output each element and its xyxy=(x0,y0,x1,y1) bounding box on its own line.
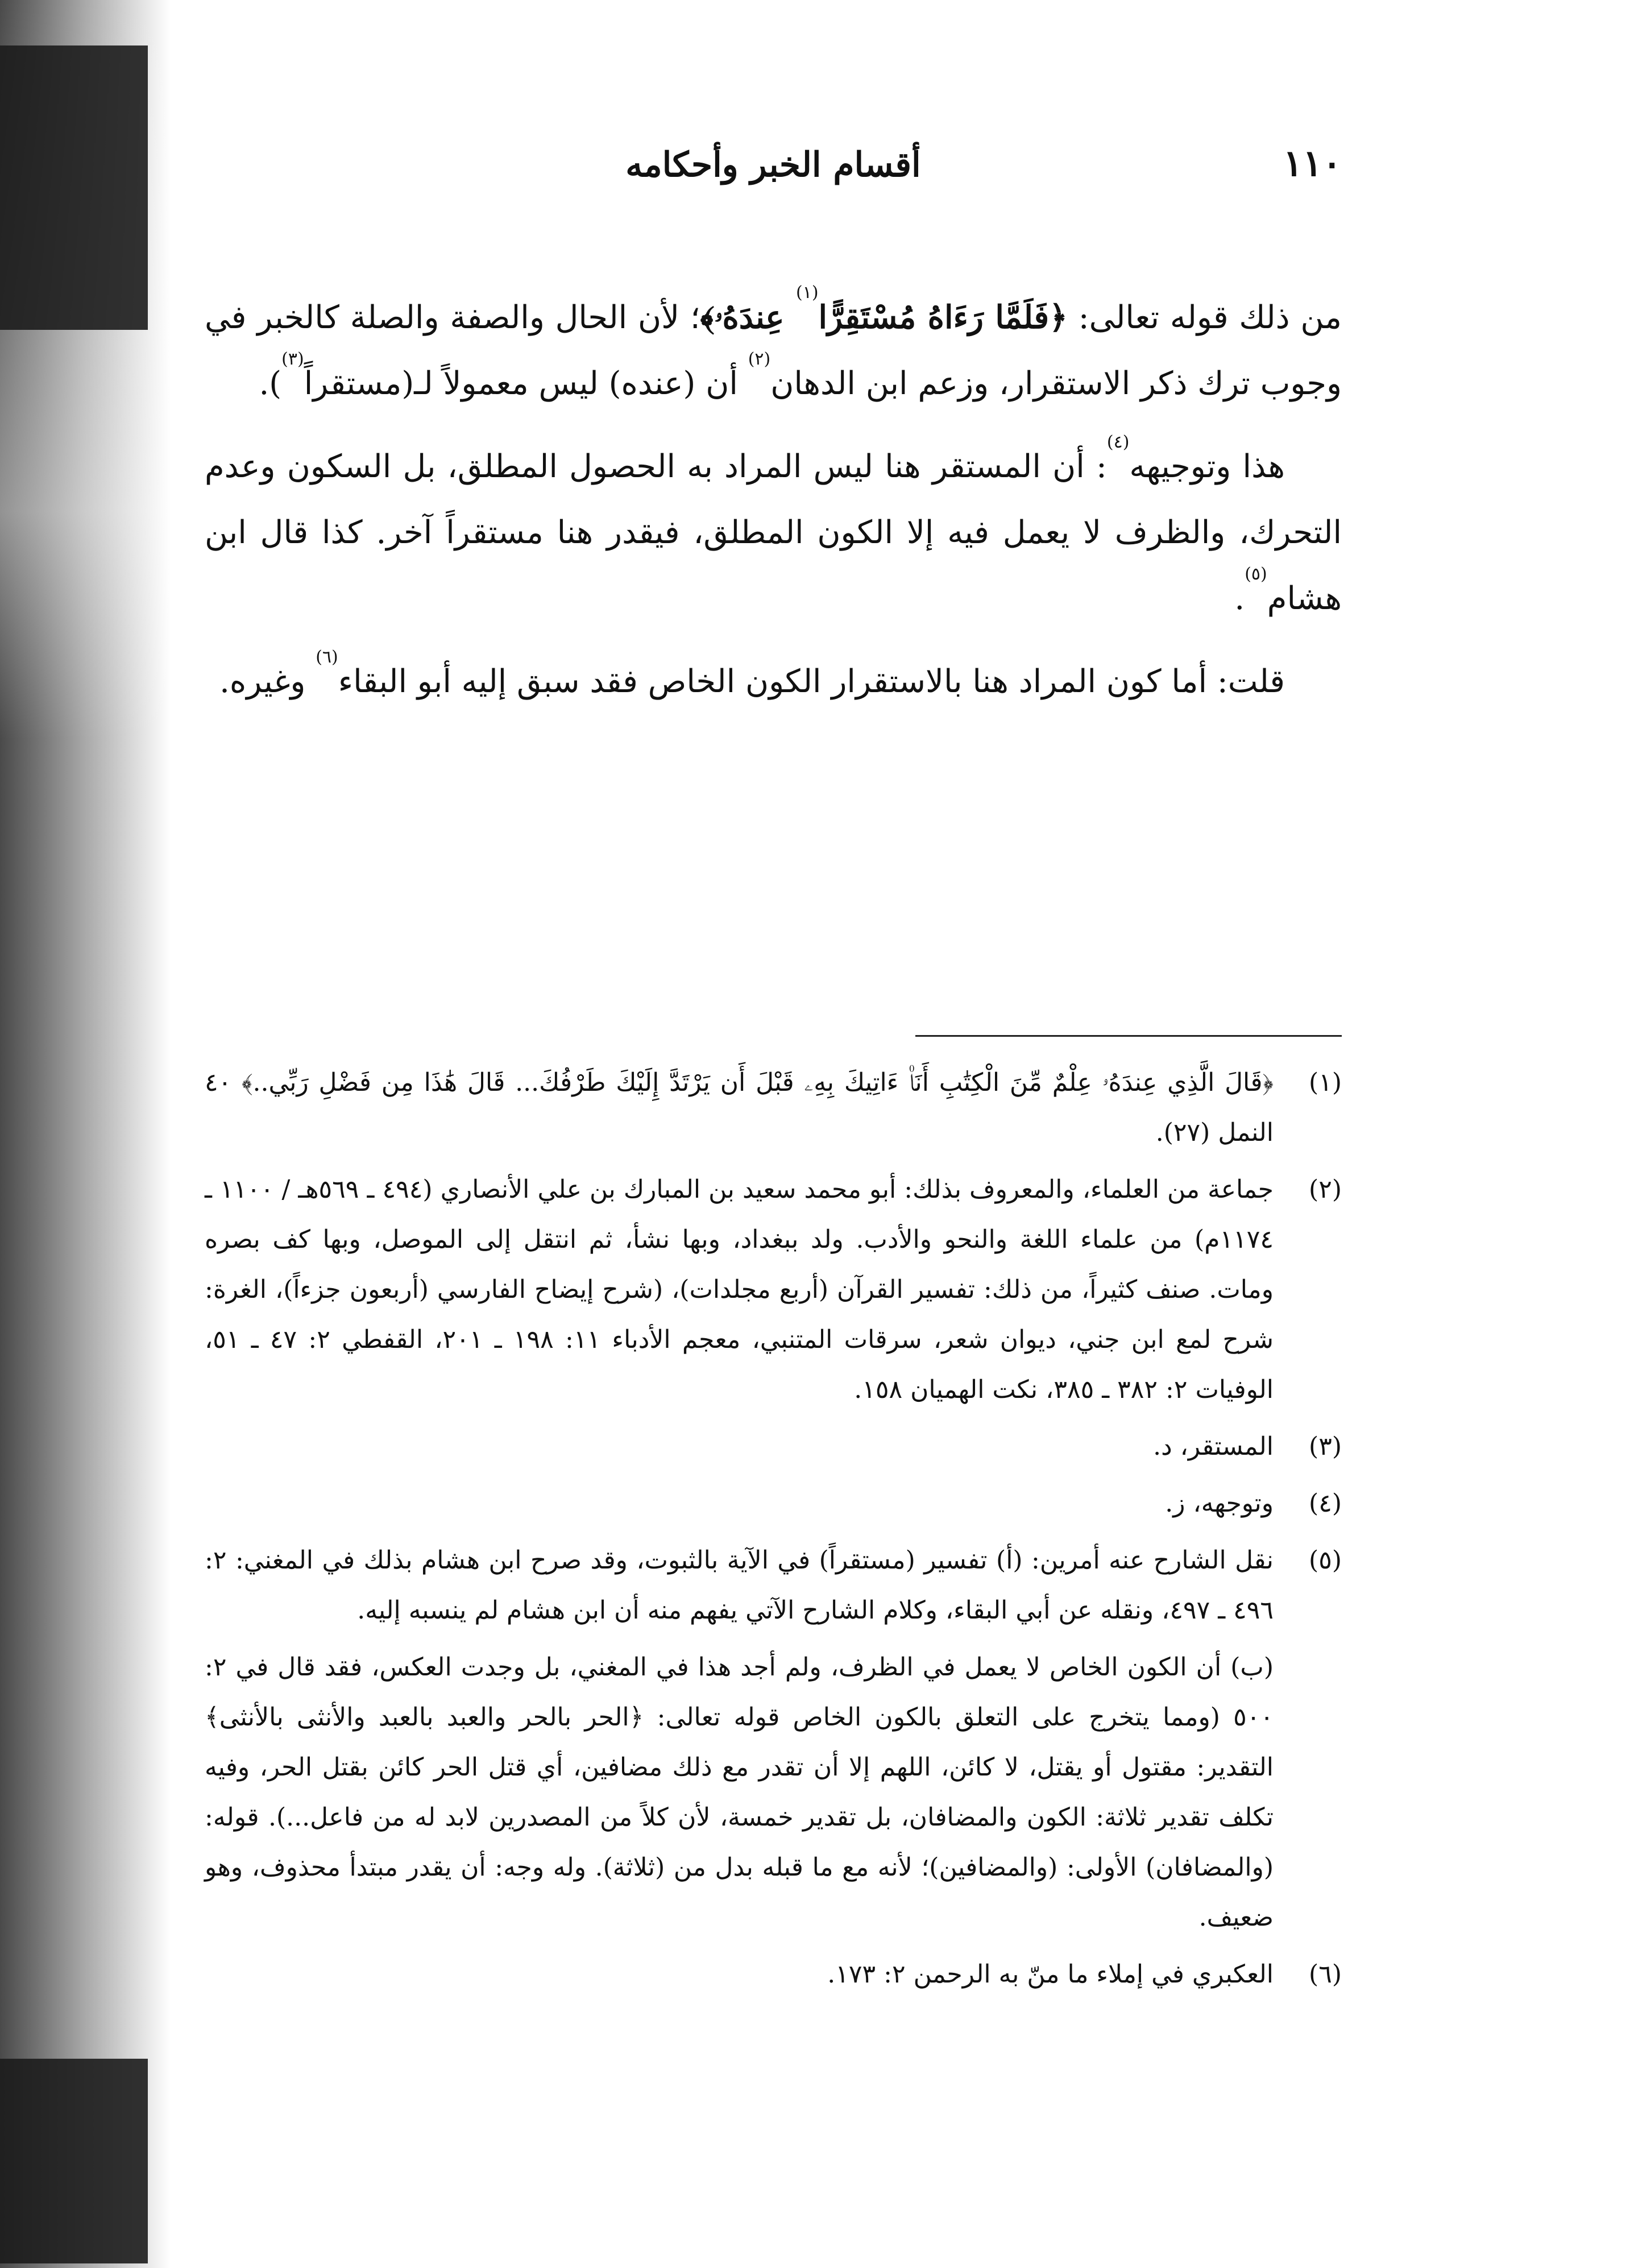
footnote-text: وتوجهه، ز. xyxy=(1165,1489,1274,1518)
p1-text-a: من ذلك قوله تعالى: xyxy=(1067,299,1342,336)
footnote-number: (٣) xyxy=(1309,1432,1342,1461)
footnote-text: العكبري في إملاء ما منّ به الرحمن ٢: ١٧٣. xyxy=(827,1960,1274,1989)
paragraph-1 xyxy=(205,284,1342,417)
footnotes xyxy=(205,1058,1342,2006)
p2-text-c: . xyxy=(1234,580,1245,617)
footnote-item xyxy=(205,1950,1342,2000)
footnote-number: (٥) xyxy=(1309,1546,1342,1575)
footnote-ref-1[interactable]: (١) xyxy=(795,283,819,303)
page-header xyxy=(205,142,1342,216)
footnote-number: (١) xyxy=(1309,1068,1342,1097)
footnote-number: (٦) xyxy=(1309,1960,1342,1989)
footnote-ref-6[interactable]: (٦) xyxy=(316,647,338,667)
footnote-ref-4[interactable]: (٤) xyxy=(1106,432,1130,452)
p3-text-a: قلت: أما كون المراد هنا بالاستقرار الكون الخاص فقد سبق إليه أبو البقاء xyxy=(338,663,1285,700)
footnote-text: ﴿قَالَ الَّذِي عِندَهُۥ عِلْمٌ مِّنَ الْكِتَٰبِ أَنَا۠ ءَاتِيكَ بِهِۦ قَبْلَ أَن يَرْتَدَّ إِلَيْكَ طَرْفُكَ... قَالَ هَٰذَا مِن فَضْلِ رَبِّي..﴾ ٤٠ النمل (٢٧). xyxy=(205,1068,1274,1147)
footnote-ref-5[interactable]: (٥) xyxy=(1245,564,1267,584)
p1-text-d: ). xyxy=(259,365,282,402)
footnote-separator xyxy=(915,1035,1342,1037)
main-text xyxy=(205,284,1342,732)
scan-blot-bottom xyxy=(0,2059,148,2263)
footnote-text: جماعة من العلماء، والمعروف بذلك: أبو محمد سعيد بن المبارك بن علي الأنصاري (٤٩٤ ـ ٥٦٩هـ / ١١٠٠ ـ ١١٧٤م) من علماء اللغة والنحو والأدب. ولد ببغداد، وبها نشأ، ثم انتقل إلى الموصل، وبها كف بصره ومات. صنف كثيراً، من ذلك: تفسير القرآن (أربع مجلدات)، (شرح إيضاح الفارسي (أربعون جزءاً)، الغرة: شرح لمع ابن جني، ديوان شعر، سرقات المتنبي، معجم الأدباء ١١: ١٩٨ ـ ٢٠١، القفطي ٢: ٤٧ ـ ٥١، الوفيات ٢: ٣٨٢ ـ ٣٨٥، نكت الهميان ١٥٨. xyxy=(205,1175,1274,1404)
scan-blot-top xyxy=(0,45,148,330)
footnote-ref-2[interactable]: (٢) xyxy=(748,349,771,369)
footnote-text: المستقر، د. xyxy=(1153,1432,1274,1461)
footnote-ref-3[interactable]: (٣) xyxy=(281,349,304,369)
p2-text-a: هذا وتوجيهه xyxy=(1129,448,1285,485)
paragraph-3 xyxy=(205,649,1342,715)
footnote-number: (٤) xyxy=(1309,1489,1342,1518)
quran-verse: ﴿فَلَمَّا رَءَاهُ مُسْتَقِرًّا xyxy=(818,299,1068,336)
footnote-item xyxy=(205,1165,1342,1415)
footnote-text: نقل الشارح عنه أمرين: (أ) تفسير (مستقراً) في الآية بالثبوت، وقد صرح ابن هشام بذلك في المغني: ٢: ٤٩٦ ـ ٤٩٧، ونقله عن أبي البقاء، وكلام الشارح الآتي يفهم منه أن ابن هشام لم ينسبه إليه. xyxy=(205,1546,1274,1625)
footnote-item xyxy=(205,1536,1342,1636)
footnote-text: (ب) أن الكون الخاص لا يعمل في الظرف، ولم أجد هذا في المغني، بل وجدت العكس، فقد قال في ٢: ٥٠٠ (ومما يتخرج على التعلق بالكون الخاص قوله تعالى: ﴿الحر بالحر والعبد بالعبد والأنثى بالأنثى﴾ التقدير: مقتول أو يقتل، لا كائن، اللهم إلا أن تقدر مع ذلك مضافين، أي قتل الحر كائن بقتل الحر، وفيه تكلف تقدير ثلاثة: الكون والمضافان، بل تقدير خمسة، لأن كلاً من المصدرين لابد له من فاعل...). قوله: (والمضافان) الأولى: (والمضافين)؛ لأنه مع ما قبله بدل من (ثلاثة). وله وجه: أن يقدر مبتدأ محذوف، وهو ضعيف. xyxy=(205,1653,1274,1932)
footnote-continuation xyxy=(205,1642,1342,1943)
quran-verse-end: عِندَهُۥ﴾ xyxy=(700,299,796,336)
p1-text-b: ؛ لأن الحال والصفة والصلة كالخبر في وجوب ترك ذكر الاستقرار، وزعم ابن الدهان xyxy=(205,299,1342,402)
footnote-item xyxy=(205,1422,1342,1472)
footnote-number: (٢) xyxy=(1309,1175,1342,1204)
footnote-item xyxy=(205,1058,1342,1158)
footnote-item xyxy=(205,1479,1342,1529)
paragraph-2 xyxy=(205,434,1342,632)
page-number: ١١٠ xyxy=(1283,142,1342,185)
running-title: أقسام الخبر وأحكامه xyxy=(625,145,921,185)
p3-text-b: وغيره. xyxy=(219,663,316,700)
p1-text-c: أن (عنده) ليس معمولاً لـ(مستقراً xyxy=(304,365,748,402)
p2-text-b: : أن المستقر هنا ليس المراد به الحصول المطلق، بل السكون وعدم التحرك، والظرف لا يعمل فيه إلا الكون المطلق، فيقدر هنا مستقراً آخر. كذا قال ابن هشام xyxy=(205,448,1342,617)
book-page xyxy=(205,142,1342,2190)
